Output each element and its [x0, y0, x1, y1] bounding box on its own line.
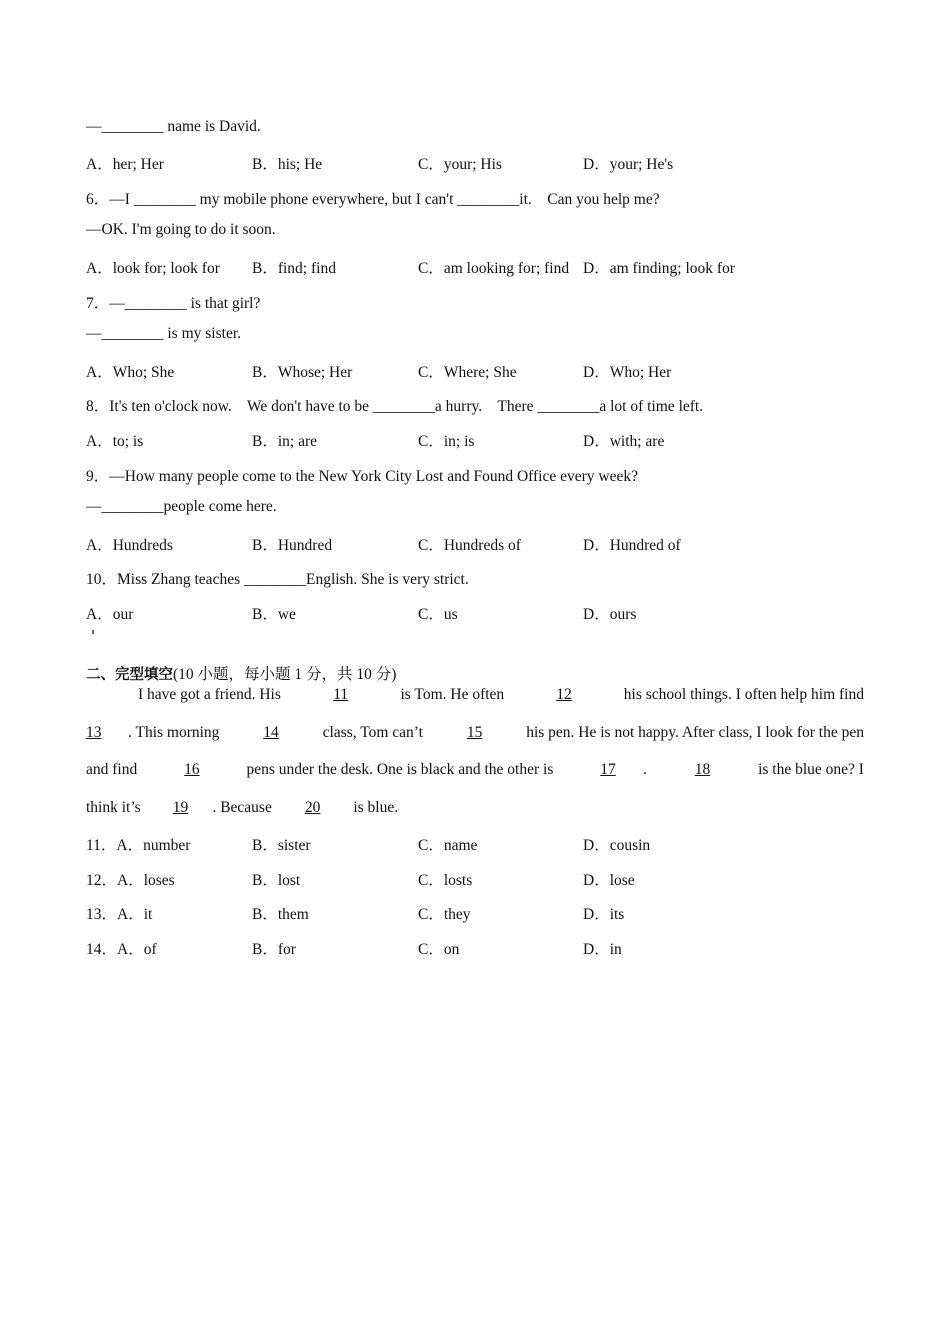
blank-17: 17 — [600, 761, 616, 778]
q9-answer-line: —________people come here. — [86, 498, 277, 515]
q6-option-c: C．am looking for; find — [418, 260, 570, 277]
blank-16: 16 — [184, 761, 200, 778]
section-2-title: 二、完型填空 — [86, 667, 173, 683]
q11-option-c: C．name — [418, 837, 478, 854]
q14-option-a: 14．A．of — [86, 941, 157, 958]
q13-option-b: B．them — [252, 906, 309, 923]
q9-option-b: B．Hundred — [252, 537, 333, 554]
q8-option-c: C．in; is — [418, 433, 475, 450]
q11-option-b: B．sister — [252, 837, 311, 854]
q14-option-b: B．for — [252, 941, 296, 958]
q5-option-c: C．your; His — [418, 156, 502, 173]
q7-answer-line: —________ is my sister. — [86, 325, 242, 342]
q13-option-d: D．its — [583, 906, 625, 923]
q5-option-b: B．his; He — [252, 156, 323, 173]
q5-option-d: D．your; He's — [583, 156, 674, 173]
q7-question: 7．—________ is that girl? — [86, 295, 261, 312]
q5-answer-line: —________ name is David. — [86, 118, 261, 135]
passage-line-3: and find 16 pens under the desk. One is black and the other is 17 . 18 is the blue one? I — [86, 761, 864, 778]
q8-option-d: D．with; are — [583, 433, 665, 450]
blank-11: 11 — [333, 686, 349, 703]
q6-option-b: B．find; find — [252, 260, 336, 277]
q13-option-c: C．they — [418, 906, 471, 923]
blank-13: 13 — [86, 724, 102, 741]
q7-option-d: D．Who; Her — [583, 364, 672, 381]
q8-option-b: B．in; are — [252, 433, 317, 450]
q8-option-a: A．to; is — [86, 433, 144, 450]
q6-option-d: D．am finding; look for — [583, 260, 735, 277]
q7-option-a: A．Who; She — [86, 364, 175, 381]
q10-option-d: D．ours — [583, 606, 637, 623]
q10-option-a: A．our — [86, 606, 134, 623]
q10-option-b: B．we — [252, 606, 296, 623]
blank-12: 12 — [556, 686, 572, 703]
q10-question: 10．Miss Zhang teaches ________English. She is very strict. — [86, 571, 469, 588]
passage-line-4: think it’s 19 . Because 20 is blue. — [86, 799, 399, 816]
stray-mark — [92, 630, 94, 634]
q6-question: 6．—I ________ my mobile phone everywhere, but I can't ________it. Can you help me? — [86, 191, 660, 208]
q12-option-c: C．losts — [418, 872, 473, 889]
q11-option-d: D．cousin — [583, 837, 651, 854]
blank-18: 18 — [694, 761, 711, 778]
q9-option-a: A．Hundreds — [86, 537, 173, 554]
blank-20: 20 — [304, 799, 321, 816]
q11-option-a: 11．A．number — [86, 837, 191, 854]
section-2-scoring: (10 小题，每小题 1 分，共 10 分) — [173, 666, 397, 683]
q6-answer-line: —OK. I'm going to do it soon. — [86, 221, 276, 238]
q10-option-c: C．us — [418, 606, 458, 623]
section-2-heading — [86, 662, 396, 684]
q12-option-b: B．lost — [252, 872, 301, 889]
q7-option-b: B．Whose; Her — [252, 364, 353, 381]
q8-question: 8．It's ten o'clock now. We don't have to be ________a hurry. There ________a lot of time left. — [86, 398, 704, 415]
q14-option-c: C．on — [418, 941, 460, 958]
q5-option-a: A．her; Her — [86, 156, 164, 173]
q7-option-c: C．Where; She — [418, 364, 517, 381]
q12-option-d: D．lose — [583, 872, 635, 889]
q6-option-a: A．look for; look for — [86, 260, 220, 277]
passage-line-1: I have got a friend. His 11 is Tom. He often 12 his school things. I often help him find — [138, 686, 864, 703]
q9-option-c: C．Hundreds of — [418, 537, 521, 554]
q9-question: 9．—How many people come to the New York City Lost and Found Office every week? — [86, 468, 639, 485]
blank-15: 15 — [466, 724, 483, 741]
blank-14: 14 — [263, 724, 279, 741]
q9-option-d: D．Hundred of — [583, 537, 681, 554]
blank-19: 19 — [172, 799, 189, 816]
q14-option-d: D．in — [583, 941, 622, 958]
passage-line-2: 13 . This morning 14 class, Tom can’t 15 his pen. He is not happy. After class, I look for the pen — [86, 724, 864, 741]
q12-option-a: 12．A．loses — [86, 872, 175, 889]
q13-option-a: 13．A．it — [86, 906, 153, 923]
